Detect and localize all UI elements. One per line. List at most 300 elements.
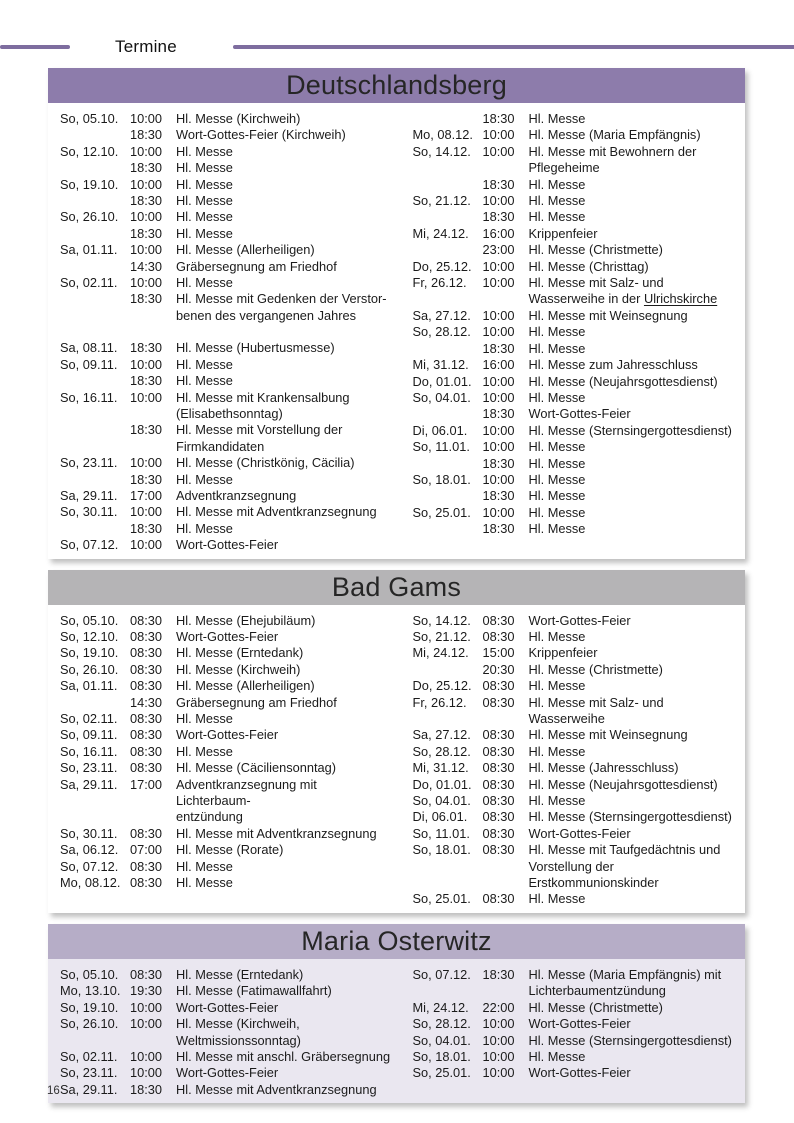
schedule-row — [60, 472, 393, 488]
schedule-row — [60, 875, 393, 891]
entry-time: 08:30 — [130, 875, 163, 891]
entry-date: So, 11.01. — [412, 825, 470, 841]
entry-description: Hl. Messe (Sternsingergottesdienst) — [528, 422, 732, 438]
entry-time: 18:30 — [482, 406, 515, 422]
schedule-row — [413, 1049, 742, 1065]
entry-date: Mi, 24.12. — [412, 645, 469, 661]
entry-description: Hl. Messe — [176, 373, 233, 389]
entry-description: Hl. Messe mit Salz- und Wasserweihe in der Ulrichskirche — [528, 275, 718, 307]
entry-time: 18:30 — [482, 521, 515, 537]
entry-description: Hl. Messe (Neujahrsgottesdienst) — [528, 373, 718, 389]
entry-description: Gräbersegnung am Friedhof — [176, 694, 337, 710]
entry-description: Wort-Gottes-Feier — [176, 999, 279, 1015]
entry-time: 10:00 — [482, 1065, 515, 1081]
underlined-text: Ulrichskirche — [643, 291, 718, 307]
schedule-row — [60, 842, 393, 858]
entry-date — [60, 472, 130, 488]
entry-time: 18:30 — [130, 160, 163, 176]
entry-description: Hl. Messe — [176, 176, 233, 192]
schedule-row — [60, 662, 393, 678]
entry-time: 16:00 — [482, 357, 515, 373]
schedule-row — [413, 760, 742, 776]
entry-date: So, 30.11. — [60, 825, 118, 841]
entry-time: 10:00 — [482, 1016, 515, 1032]
schedule-column — [397, 613, 746, 908]
entry-date: So, 23.11. — [60, 455, 118, 471]
entry-date — [60, 422, 130, 455]
schedule-row — [413, 967, 742, 1000]
schedule-row — [413, 521, 742, 537]
entry-time: 08:30 — [482, 825, 515, 841]
entry-date: So, 09.11. — [60, 356, 118, 372]
schedule-row — [60, 144, 393, 160]
entry-time: 10:00 — [130, 504, 163, 520]
entry-date — [413, 662, 483, 678]
entry-date: So, 16.11. — [60, 389, 118, 405]
entry-date — [413, 341, 483, 357]
entry-description: Hl. Messe — [176, 356, 233, 372]
entry-date: So, 04.01. — [412, 793, 471, 809]
schedule-row — [60, 340, 393, 356]
entry-time: 10:00 — [482, 504, 515, 520]
schedule-row — [60, 629, 393, 645]
entry-description: Wort-Gottes-Feier — [528, 1016, 631, 1032]
entry-description: Hl. Messe mit Weinsegnung — [528, 727, 688, 743]
entry-time: 08:30 — [482, 612, 515, 628]
schedule-row — [413, 374, 742, 390]
entry-description: Hl. Messe mit Adventkranzsegnung — [176, 504, 377, 520]
entry-date: So, 05.10. — [60, 612, 119, 628]
entry-time: 18:30 — [130, 471, 163, 487]
entry-date: So, 25.01. — [412, 504, 471, 520]
entry-date: Mo, 13.10. — [60, 983, 121, 999]
entry-date: So, 14.12. — [412, 612, 471, 628]
entry-date — [60, 695, 130, 711]
schedule-row — [413, 439, 742, 455]
entry-date: Sa, 27.12. — [412, 727, 471, 743]
entry-date: So, 28.12. — [412, 743, 471, 759]
entry-time: 08:30 — [482, 743, 515, 759]
entry-description: Hl. Messe mit Adventkranzsegnung — [176, 825, 377, 841]
schedule-row — [413, 341, 742, 357]
schedule-row — [60, 259, 393, 275]
entry-date: So, 07.12. — [60, 537, 119, 553]
entry-time: 18:30 — [482, 966, 515, 982]
schedule-row — [60, 357, 393, 373]
entry-description: Hl. Messe — [176, 160, 233, 176]
entry-date: So, 18.01. — [412, 1048, 471, 1064]
schedule-row — [60, 275, 393, 291]
entry-date: Fr, 26.12. — [412, 694, 467, 710]
entry-date: So, 02.11. — [60, 711, 118, 726]
entry-description: Hl. Messe zum Jahresschluss — [528, 357, 698, 373]
entry-time: 17:00 — [130, 487, 163, 503]
entry-date: So, 26.10. — [60, 661, 119, 677]
entry-description: Hl. Messe (Sternsingergottesdienst) — [528, 1032, 732, 1048]
entry-time: 10:00 — [482, 143, 515, 159]
entry-date: Sa, 29.11. — [60, 487, 118, 503]
schedule-row — [60, 226, 393, 242]
schedule-row — [60, 291, 393, 324]
entry-description: Hl. Messe — [528, 340, 586, 356]
entry-description: Wort-Gottes-Feier — [528, 406, 631, 422]
entry-date: Do, 01.01. — [412, 776, 472, 792]
entry-date: So, 16.11. — [60, 743, 118, 759]
entry-time: 18:30 — [130, 193, 163, 209]
entry-time: 10:00 — [130, 1016, 163, 1032]
entry-date: So, 23.11. — [60, 1065, 118, 1081]
entry-description: Hl. Messe — [528, 488, 586, 504]
entry-time: 08:30 — [130, 612, 163, 628]
entry-time: 10:00 — [482, 1032, 515, 1048]
schedule-row — [60, 826, 393, 842]
entry-time: 18:30 — [482, 340, 515, 356]
entry-date: So, 05.10. — [60, 966, 119, 982]
entry-time: 17:00 — [130, 776, 163, 792]
entry-description: Hl. Messe (Kirchweih) — [176, 661, 301, 677]
entry-description: Hl. Messe — [528, 793, 586, 809]
entry-time: 23:00 — [482, 242, 515, 258]
schedule-row — [60, 373, 393, 389]
schedule-row — [60, 242, 393, 258]
entry-description: Wort-Gottes-Feier — [176, 727, 279, 743]
entry-date: So, 07.12. — [412, 966, 471, 982]
entry-date: So, 12.10. — [60, 628, 119, 644]
entry-description: Hl. Messe — [528, 193, 586, 209]
entry-date: Fr, 26.12. — [412, 275, 467, 291]
entry-time: 08:30 — [482, 760, 515, 776]
entry-time: 10:00 — [482, 324, 515, 340]
schedule-row — [60, 504, 393, 520]
entry-time: 18:30 — [130, 422, 163, 438]
entry-description: Hl. Messe mit Salz- und Wasserweihe — [528, 694, 664, 726]
entry-date: Sa, 01.11. — [60, 242, 118, 258]
schedule-row — [413, 678, 742, 694]
entry-time: 10:00 — [130, 455, 163, 471]
section-maria-osterwitz — [48, 924, 745, 1103]
schedule-row — [413, 324, 742, 340]
schedule-row — [413, 1016, 742, 1032]
entry-date: So, 02.11. — [60, 275, 118, 291]
entry-time: 19:30 — [130, 983, 163, 999]
schedule-row — [60, 390, 393, 423]
entry-time: 10:00 — [130, 537, 163, 553]
entry-date: So, 11.01. — [412, 439, 470, 455]
entry-description: Hl. Messe (Christtag) — [528, 258, 649, 274]
schedule-row — [60, 1000, 393, 1016]
schedule-row — [413, 423, 742, 439]
entry-date: So, 19.10. — [60, 645, 119, 661]
entry-date — [413, 521, 483, 537]
entry-time: 10:00 — [482, 275, 515, 291]
entry-description: Hl. Messe (Allerheiligen) — [176, 242, 315, 258]
schedule-row — [60, 983, 393, 999]
entry-date — [413, 242, 483, 258]
schedule-row — [413, 357, 742, 373]
section-title: Deutschlandsberg — [48, 68, 745, 103]
entry-time: 08:30 — [130, 661, 163, 677]
entry-time: 10:00 — [130, 242, 163, 258]
entry-date: Mi, 24.12. — [412, 999, 469, 1015]
schedule-row — [413, 1033, 742, 1049]
schedule-column — [48, 967, 397, 1098]
entry-date: So, 18.01. — [412, 842, 471, 858]
entry-date: Mi, 24.12. — [412, 225, 469, 241]
schedule-row — [413, 308, 742, 324]
schedule-row — [413, 406, 742, 422]
entry-time: 08:30 — [130, 628, 163, 644]
entry-date: So, 05.10. — [60, 111, 119, 126]
entry-time: 10:00 — [482, 389, 515, 405]
entry-time: 10:00 — [130, 999, 163, 1015]
entry-description: Wort-Gottes-Feier — [176, 628, 279, 644]
entry-date: Sa, 08.11. — [60, 340, 118, 356]
schedule-row — [413, 226, 742, 242]
schedule-row — [413, 826, 742, 842]
entry-date: So, 30.11. — [60, 504, 118, 520]
schedule-row — [413, 390, 742, 406]
entry-description: Hl. Messe (Kirchweih, Weltmissionssonntag) — [176, 1016, 301, 1048]
entry-time: 10:00 — [482, 258, 515, 274]
entry-description: Krippenfeier — [528, 645, 598, 661]
entry-date — [413, 456, 483, 472]
entry-time: 18:30 — [482, 209, 515, 225]
entry-time: 08:30 — [482, 891, 515, 907]
entry-time: 18:30 — [130, 520, 163, 536]
entry-description: Hl. Messe — [176, 520, 233, 536]
schedule-row — [413, 488, 742, 504]
entry-date: Mo, 08.12. — [412, 127, 473, 143]
schedule-row — [60, 521, 393, 537]
schedule-row — [413, 111, 742, 127]
schedule-row — [60, 695, 393, 711]
entry-description: Hl. Messe (Maria Empfängnis) — [528, 127, 701, 143]
schedule-row — [60, 160, 393, 176]
entry-time: 10:00 — [482, 1048, 515, 1064]
entry-time: 08:30 — [130, 760, 163, 776]
entry-date — [60, 291, 130, 324]
schedule-row — [413, 744, 742, 760]
section-deutschlandsberg — [48, 68, 745, 559]
schedule-row — [60, 1065, 393, 1081]
entry-description: Hl. Messe mit Vorstellung der Firmkandidaten — [176, 422, 343, 454]
entry-date: So, 28.12. — [412, 324, 471, 340]
schedule-column — [397, 967, 746, 1098]
entry-description: Hl. Messe mit Adventkranzsegnung — [176, 1081, 377, 1097]
entry-description: Hl. Messe — [176, 875, 233, 891]
entry-time: 08:30 — [482, 793, 515, 809]
entry-description: Hl. Messe (Neujahrsgottesdienst) — [528, 776, 718, 792]
entry-date: So, 09.11. — [60, 727, 118, 743]
schedule-row — [60, 744, 393, 760]
entry-time: 10:00 — [482, 307, 515, 323]
entry-description: Wort-Gottes-Feier — [528, 825, 631, 841]
entry-description: Hl. Messe (Maria Empfängnis) mit Lichterbaumentzündung — [528, 966, 722, 999]
entry-date: Sa, 06.12. — [60, 842, 119, 858]
entry-description: Hl. Messe — [528, 176, 586, 192]
schedule-row — [413, 144, 742, 177]
section-body — [48, 103, 745, 559]
entry-date: Mo, 08.12. — [60, 875, 121, 891]
entry-description: Hl. Messe mit Taufgedächtnis und Vorstellung der Erstkommunionskinder — [528, 842, 721, 891]
entry-time: 10:00 — [130, 275, 163, 291]
entry-date: Mi, 31.12. — [412, 760, 469, 776]
entry-description: Hl. Messe (Christmette) — [528, 999, 663, 1015]
schedule-row — [413, 505, 742, 521]
section-body — [48, 605, 745, 913]
entry-date — [60, 226, 130, 242]
schedule-row — [413, 472, 742, 488]
section-title: Maria Osterwitz — [48, 924, 745, 959]
entry-time: 08:30 — [482, 776, 515, 792]
entry-time: 18:30 — [130, 373, 163, 389]
entry-description: Hl. Messe — [528, 743, 586, 759]
entry-date: Do, 25.12. — [412, 678, 472, 694]
entry-description: Hl. Messe mit Krankensalbung (Elisabethsonntag) — [176, 389, 350, 421]
entry-description: Hl. Messe (Christmette) — [528, 242, 663, 258]
entry-date — [60, 259, 130, 275]
entry-date: So, 04.01. — [412, 1032, 471, 1048]
entry-date: So, 25.01. — [412, 891, 471, 907]
schedule-row — [60, 1016, 393, 1049]
schedule-row — [60, 127, 393, 143]
entry-time: 08:30 — [482, 809, 515, 825]
schedule-row — [413, 613, 742, 629]
entry-time: 14:30 — [130, 694, 163, 710]
schedule-column — [397, 111, 746, 554]
schedule-row — [60, 111, 393, 127]
entry-description: Krippenfeier — [528, 225, 598, 241]
schedule-row — [413, 193, 742, 209]
section-bad-gams — [48, 570, 745, 913]
entry-date: So, 19.10. — [60, 176, 119, 192]
entry-description: Hl. Messe (Ehejubiläum) — [176, 612, 316, 628]
section-title: Bad Gams — [48, 570, 745, 605]
schedule-row — [60, 967, 393, 983]
entry-description: Hl. Messe — [528, 891, 586, 907]
entry-time: 08:30 — [482, 628, 515, 644]
entry-time: 15:00 — [482, 645, 515, 661]
entry-description: Gräbersegnung am Friedhof — [176, 258, 337, 274]
entry-date — [60, 521, 130, 537]
entry-date — [60, 193, 130, 209]
schedule-row — [413, 259, 742, 275]
schedule-row — [413, 809, 742, 825]
entry-date: Sa, 29.11. — [60, 776, 118, 792]
header-rule-left — [0, 45, 70, 49]
entry-time: 08:30 — [130, 966, 163, 982]
schedule-row — [60, 678, 393, 694]
entry-time: 10:00 — [130, 356, 163, 372]
entry-time: 10:00 — [130, 143, 163, 159]
schedule-row — [60, 193, 393, 209]
page-header-label: Termine — [115, 37, 177, 56]
entry-date — [60, 160, 130, 176]
schedule-row — [413, 209, 742, 225]
entry-description: Hl. Messe (Christmette) — [528, 661, 663, 677]
entry-description: Hl. Messe — [176, 743, 233, 759]
entry-time: 18:30 — [130, 291, 163, 307]
entry-date: Do, 01.01. — [412, 373, 472, 389]
schedule-row — [60, 488, 393, 504]
entry-description: Hl. Messe — [176, 193, 233, 209]
page-header — [0, 36, 794, 58]
entry-time: 10:00 — [482, 373, 515, 389]
schedule-row — [60, 727, 393, 743]
entry-date: Sa, 01.11. — [60, 678, 118, 694]
entry-date: Di, 06.01. — [412, 422, 468, 438]
entry-description: Wort-Gottes-Feier — [176, 537, 279, 553]
entry-description: Hl. Messe — [528, 324, 586, 340]
entry-time: 18:30 — [130, 225, 163, 241]
entry-time: 18:30 — [130, 127, 163, 143]
entry-date: So, 14.12. — [412, 143, 471, 159]
entry-description: Wort-Gottes-Feier (Kirchweih) — [176, 127, 346, 143]
entry-time: 10:00 — [482, 439, 515, 455]
entry-time: 07:00 — [130, 842, 163, 858]
entry-description: Hl. Messe — [528, 209, 586, 225]
entry-date: So, 18.01. — [412, 471, 471, 487]
entry-description: Hl. Messe mit anschl. Gräbersegnung — [176, 1048, 391, 1064]
entry-date — [413, 209, 483, 225]
entry-date: So, 28.12. — [412, 1016, 471, 1032]
schedule-row — [60, 859, 393, 875]
entry-time: 10:00 — [130, 111, 163, 126]
schedule-row — [413, 727, 742, 743]
entry-description: Hl. Messe — [528, 628, 586, 644]
entry-description: Hl. Messe — [528, 678, 586, 694]
entry-time: 18:30 — [130, 340, 163, 356]
schedule-row — [413, 1065, 742, 1081]
entry-description: Hl. Messe (Sternsingergottesdienst) — [528, 809, 732, 825]
entry-time: 16:00 — [482, 225, 515, 241]
entry-description: Hl. Messe (Cäciliensonntag) — [176, 760, 337, 776]
entry-description: Hl. Messe mit Weinsegnung — [528, 307, 688, 323]
entry-time: 10:00 — [130, 1065, 163, 1081]
schedule-row — [60, 455, 393, 471]
entry-description: Hl. Messe (Allerheiligen) — [176, 678, 315, 694]
entry-time: 20:30 — [482, 661, 515, 677]
schedule-row — [60, 209, 393, 225]
schedule-column — [48, 111, 397, 554]
entry-description: Hl. Messe — [176, 143, 233, 159]
schedule-row — [60, 613, 393, 629]
entry-date: So, 21.12. — [412, 193, 471, 209]
entry-time: 10:00 — [130, 209, 163, 225]
entry-description: Hl. Messe mit Gedenken der Verstor- benen des vergangenen Jahres — [176, 291, 387, 323]
entry-time: 10:00 — [130, 176, 163, 192]
schedule-row — [413, 645, 742, 661]
entry-description: Hl. Messe mit Bewohnern der Pflegeheime — [528, 143, 697, 176]
entry-description: Hl. Messe (Hubertusmesse) — [176, 340, 335, 356]
entry-time: 18:30 — [482, 111, 515, 126]
entry-description: Wort-Gottes-Feier — [176, 1065, 279, 1081]
page-number: 16 — [47, 1085, 60, 1097]
entry-time: 10:00 — [130, 389, 163, 405]
entry-description: Hl. Messe (Fatimawallfahrt) — [176, 983, 332, 999]
entry-description: Hl. Messe — [528, 504, 586, 520]
entry-date — [413, 488, 483, 504]
entry-date: Sa, 29.11. — [60, 1081, 118, 1097]
schedule-row — [413, 695, 742, 728]
entry-date: Di, 06.01. — [412, 809, 468, 825]
entry-description: Hl. Messe — [176, 225, 233, 241]
schedule-row — [60, 177, 393, 193]
entry-date: So, 07.12. — [60, 858, 119, 874]
entry-time: 10:00 — [482, 471, 515, 487]
schedule-row — [413, 1000, 742, 1016]
entry-description: Hl. Messe (Rorate) — [176, 842, 284, 858]
